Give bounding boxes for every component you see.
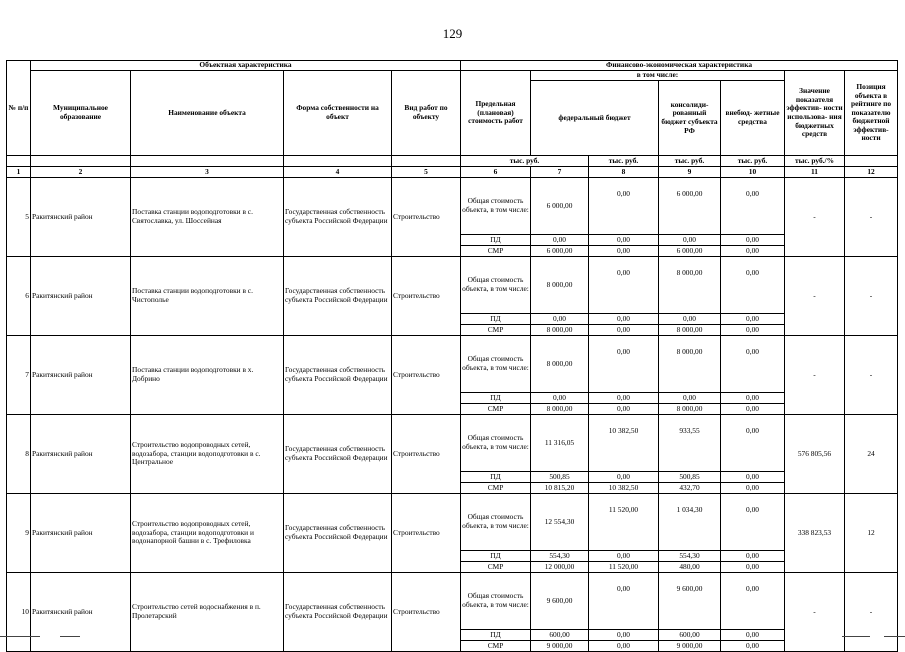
cost-value: 10 815,20 [531, 483, 589, 494]
federal-value: 11 520,00 [589, 562, 659, 573]
cost-component-label: СМР [461, 325, 531, 336]
unit-efficiency: тыс. руб./% [785, 156, 845, 167]
municipality-cell: Ракитянский район [31, 573, 131, 652]
cost-value: 0,00 [531, 235, 589, 246]
unit-extrabudget: тыс. руб. [721, 156, 785, 167]
consolidated-value: 9 600,00 [659, 573, 721, 630]
cost-component-label: СМР [461, 562, 531, 573]
federal-value: 0,00 [589, 630, 659, 641]
consolidated-value: 8 000,00 [659, 336, 721, 393]
cost-component-label: СМР [461, 483, 531, 494]
column-number: 2 [31, 167, 131, 178]
unit-consolidated: тыс. руб. [659, 156, 721, 167]
header-object-name: Наименование объекта [131, 71, 284, 156]
extrabudget-value: 0,00 [721, 483, 785, 494]
consolidated-value: 0,00 [659, 235, 721, 246]
consolidated-value: 600,00 [659, 630, 721, 641]
federal-value: 0,00 [589, 551, 659, 562]
rating-cell: - [845, 178, 898, 257]
object-name-cell: Поставка станции водоподготовки в с. Чистополье [131, 257, 284, 336]
header-extrabudget: внебюд- жетные средства [721, 81, 785, 156]
extrabudget-value: 0,00 [721, 551, 785, 562]
federal-value: 0,00 [589, 641, 659, 652]
object-name-cell: Строительство сетей водоснабжения в п. Пролетарский [131, 573, 284, 652]
federal-value: 0,00 [589, 336, 659, 393]
ownership-cell: Государственная собственность субъекта Российской Федерации [284, 573, 392, 652]
consolidated-value: 554,30 [659, 551, 721, 562]
extrabudget-value: 0,00 [721, 235, 785, 246]
table-row [7, 415, 898, 472]
extrabudget-value: 0,00 [721, 573, 785, 630]
rating-cell: 24 [845, 415, 898, 494]
federal-value: 0,00 [589, 393, 659, 404]
cost-value: 6 000,00 [531, 178, 589, 235]
row-number: 10 [7, 573, 31, 652]
cost-value: 8 000,00 [531, 404, 589, 415]
consolidated-value: 933,55 [659, 415, 721, 472]
extrabudget-value: 0,00 [721, 630, 785, 641]
extrabudget-value: 0,00 [721, 404, 785, 415]
consolidated-value: 1 034,30 [659, 494, 721, 551]
rating-cell: - [845, 573, 898, 652]
cost-value: 500,85 [531, 472, 589, 483]
federal-value: 10 382,50 [589, 483, 659, 494]
table-row [7, 494, 898, 551]
consolidated-value: 0,00 [659, 314, 721, 325]
header-in-that-number: в том числе: [531, 71, 785, 81]
cost-value: 9 600,00 [531, 573, 589, 630]
consolidated-value: 9 000,00 [659, 641, 721, 652]
investment-objects-table [6, 60, 898, 652]
object-name-cell: Строительство водопроводных сетей, водозабора, станции водоподготовки в с. Центральное [131, 415, 284, 494]
column-number: 11 [785, 167, 845, 178]
object-name-cell: Строительство водопроводных сетей, водозабора, станции водоподготовки и водонапорной башни в с. Трефиловка [131, 494, 284, 573]
column-number: 1 [7, 167, 31, 178]
cost-value: 8 000,00 [531, 325, 589, 336]
consolidated-value: 432,70 [659, 483, 721, 494]
cost-component-label: Общая стоимость объекта, в том числе: [461, 336, 531, 393]
cost-component-label: СМР [461, 404, 531, 415]
column-number: 9 [659, 167, 721, 178]
ownership-cell: Государственная собственность субъекта Российской Федерации [284, 257, 392, 336]
consolidated-value: 8 000,00 [659, 404, 721, 415]
efficiency-cell: - [785, 178, 845, 257]
extrabudget-value: 0,00 [721, 415, 785, 472]
cost-component-label: ПД [461, 314, 531, 325]
ownership-cell: Государственная собственность субъекта Российской Федерации [284, 415, 392, 494]
unit-cost: тыс. руб. [461, 156, 589, 167]
municipality-cell: Ракитянский район [31, 336, 131, 415]
federal-value: 0,00 [589, 314, 659, 325]
efficiency-cell: - [785, 573, 845, 652]
work-type-cell: Строительство [392, 573, 461, 652]
rating-cell: - [845, 336, 898, 415]
extrabudget-value: 0,00 [721, 257, 785, 314]
table-row [7, 178, 898, 235]
cost-component-label: Общая стоимость объекта, в том числе: [461, 494, 531, 551]
municipality-cell: Ракитянский район [31, 257, 131, 336]
row-number: 9 [7, 494, 31, 573]
federal-value: 0,00 [589, 404, 659, 415]
extrabudget-value: 0,00 [721, 393, 785, 404]
cost-component-label: Общая стоимость объекта, в том числе: [461, 178, 531, 235]
header-rating: Позиция объекта в рейтинге по показателю бюджетной эффектив- ности [845, 71, 898, 156]
cost-value: 554,30 [531, 551, 589, 562]
cost-value: 6 000,00 [531, 246, 589, 257]
cost-value: 0,00 [531, 314, 589, 325]
federal-value: 0,00 [589, 257, 659, 314]
consolidated-value: 6 000,00 [659, 246, 721, 257]
extrabudget-value: 0,00 [721, 562, 785, 573]
header-consolidated: консолиди- рованный бюджет субъекта РФ [659, 81, 721, 156]
extrabudget-value: 0,00 [721, 641, 785, 652]
cost-component-label: ПД [461, 472, 531, 483]
table-row [7, 573, 898, 630]
unit-federal: тыс. руб. [589, 156, 659, 167]
cost-value: 0,00 [531, 393, 589, 404]
column-number: 8 [589, 167, 659, 178]
column-number: 10 [721, 167, 785, 178]
consolidated-value: 480,00 [659, 562, 721, 573]
scan-edge-marks [0, 632, 905, 640]
cost-component-label: Общая стоимость объекта, в том числе: [461, 257, 531, 314]
work-type-cell: Строительство [392, 178, 461, 257]
table-row [7, 336, 898, 393]
extrabudget-value: 0,00 [721, 494, 785, 551]
efficiency-cell: 576 805,56 [785, 415, 845, 494]
rating-cell: 12 [845, 494, 898, 573]
header-group-object: Объектная характеристика [31, 61, 461, 71]
municipality-cell: Ракитянский район [31, 494, 131, 573]
municipality-cell: Ракитянский район [31, 178, 131, 257]
consolidated-value: 8 000,00 [659, 325, 721, 336]
object-name-cell: Поставка станции водоподготовки в с. Святославка, ул. Шоссейная [131, 178, 284, 257]
federal-value: 0,00 [589, 178, 659, 235]
header-num: № п/п [7, 61, 31, 156]
extrabudget-value: 0,00 [721, 314, 785, 325]
cost-component-label: Общая стоимость объекта, в том числе: [461, 573, 531, 630]
ownership-cell: Государственная собственность субъекта Российской Федерации [284, 178, 392, 257]
consolidated-value: 0,00 [659, 393, 721, 404]
object-name-cell: Поставка станции водоподготовки в х. Добрино [131, 336, 284, 415]
ownership-cell: Государственная собственность субъекта Российской Федерации [284, 336, 392, 415]
cost-value: 600,00 [531, 630, 589, 641]
column-number: 5 [392, 167, 461, 178]
efficiency-cell: - [785, 257, 845, 336]
header-ownership: Форма собственности на объект [284, 71, 392, 156]
column-number: 6 [461, 167, 531, 178]
cost-value: 11 316,05 [531, 415, 589, 472]
work-type-cell: Строительство [392, 336, 461, 415]
header-federal: федеральный бюджет [531, 81, 659, 156]
consolidated-value: 500,85 [659, 472, 721, 483]
row-number: 7 [7, 336, 31, 415]
consolidated-value: 8 000,00 [659, 257, 721, 314]
federal-value: 11 520,00 [589, 494, 659, 551]
consolidated-value: 6 000,00 [659, 178, 721, 235]
extrabudget-value: 0,00 [721, 178, 785, 235]
cost-value: 8 000,00 [531, 336, 589, 393]
row-number: 6 [7, 257, 31, 336]
header-municipality: Муниципальное образование [31, 71, 131, 156]
federal-value: 10 382,50 [589, 415, 659, 472]
work-type-cell: Строительство [392, 494, 461, 573]
column-number: 3 [131, 167, 284, 178]
federal-value: 0,00 [589, 246, 659, 257]
ownership-cell: Государственная собственность субъекта Российской Федерации [284, 494, 392, 573]
federal-value: 0,00 [589, 573, 659, 630]
row-number: 8 [7, 415, 31, 494]
cost-value: 8 000,00 [531, 257, 589, 314]
page-number: 129 [442, 26, 463, 41]
header-work-type: Вид работ по объекту [392, 71, 461, 156]
municipality-cell: Ракитянский район [31, 415, 131, 494]
federal-value: 0,00 [589, 472, 659, 483]
cost-component-label: Общая стоимость объекта, в том числе: [461, 415, 531, 472]
cost-component-label: ПД [461, 551, 531, 562]
table-row [7, 257, 898, 314]
header-group-finance: Финансово-экономическая характеристика [461, 61, 898, 71]
work-type-cell: Строительство [392, 415, 461, 494]
column-number: 7 [531, 167, 589, 178]
cost-value: 12 000,00 [531, 562, 589, 573]
rating-cell: - [845, 257, 898, 336]
federal-value: 0,00 [589, 325, 659, 336]
cost-component-label: СМР [461, 641, 531, 652]
column-number: 4 [284, 167, 392, 178]
extrabudget-value: 0,00 [721, 246, 785, 257]
cost-component-label: ПД [461, 630, 531, 641]
extrabudget-value: 0,00 [721, 325, 785, 336]
header-cost: Предельная (плановая) стоимость работ [461, 71, 531, 156]
header-efficiency: Значение показателя эффектив- ности использова- ния бюджетных средств [785, 71, 845, 156]
efficiency-cell: - [785, 336, 845, 415]
extrabudget-value: 0,00 [721, 336, 785, 393]
efficiency-cell: 338 823,53 [785, 494, 845, 573]
column-number: 12 [845, 167, 898, 178]
cost-component-label: ПД [461, 235, 531, 246]
work-type-cell: Строительство [392, 257, 461, 336]
row-number: 5 [7, 178, 31, 257]
cost-value: 9 000,00 [531, 641, 589, 652]
cost-component-label: ПД [461, 393, 531, 404]
federal-value: 0,00 [589, 235, 659, 246]
cost-component-label: СМР [461, 246, 531, 257]
extrabudget-value: 0,00 [721, 472, 785, 483]
cost-value: 12 554,30 [531, 494, 589, 551]
